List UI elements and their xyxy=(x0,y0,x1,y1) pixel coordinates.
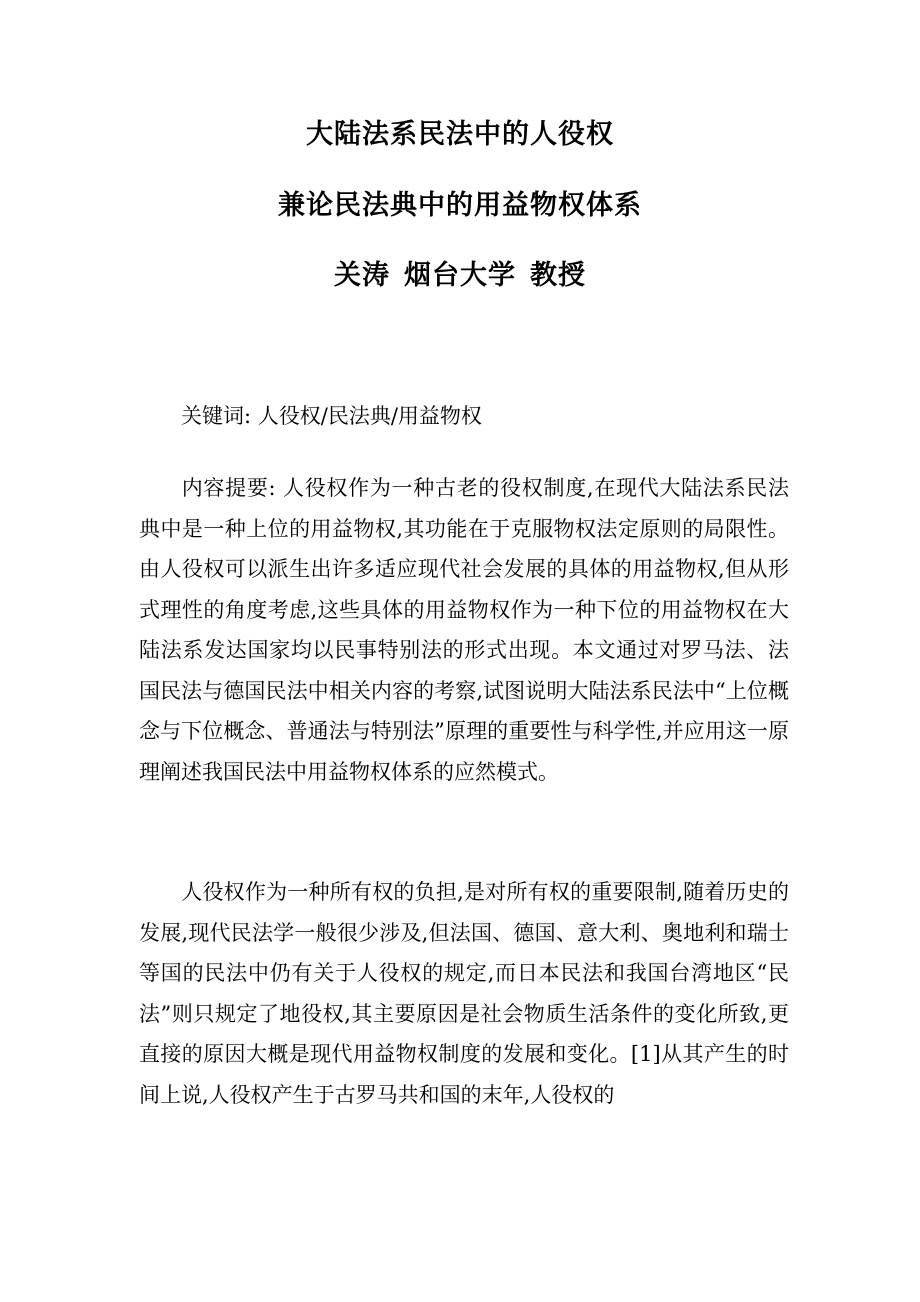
author-name: 关涛 xyxy=(334,260,390,291)
author-position: 教授 xyxy=(530,260,586,291)
keywords-paragraph xyxy=(139,396,789,437)
title-line-2: 兼论民法典中的用益物权体系 xyxy=(278,190,642,221)
body-paragraph-text: 人役权作为一种所有权的负担,是对所有权的重要限制,随着历史的发展,现代民法学一般很少涉及,但法国、德国、意大利、奥地利和瑞士等国的民法中仍有关于人役权的规定,而日本民法和我国台湾地区“民法”则只规定了地役权,其主要原因是社会物质生活条件的变化所致,更直接的原因大概是现代用益物权制度的发展和变化。[1]从其产生的时间上说,人役权产生于古罗马共和国的末年,人役权的 xyxy=(139,880,789,1107)
keywords-label: 关键词: xyxy=(181,404,252,428)
abstract-paragraph xyxy=(139,468,789,792)
abstract-text: 人役权作为一种古老的役权制度,在现代大陆法系民法典中是一种上位的用益物权,其功能在于克服物权法定原则的局限性。由人役权可以派生出许多适应现代社会发展的具体的用益物权,但从形式理性的角度考虑,这些具体的用益物权作为一种下位的用益物权在大陆法系发达国家均以民事特别法的形式出现。本文通过对罗马法、法国民法与德国民法中相关内容的考察,试图说明大陆法系民法中“上位概念与下位概念、普通法与特别法”原理的重要性与科学性,并应用这一原理阐述我国民法中用益物权体系的应然模式。 xyxy=(139,476,789,784)
title-line-1: 大陆法系民法中的人役权 xyxy=(306,119,614,150)
keywords-value: 人役权/民法典/用益物权 xyxy=(257,404,482,428)
body-paragraph xyxy=(139,872,789,1115)
author-line xyxy=(0,259,920,293)
abstract-label: 内容提要: xyxy=(181,476,276,500)
author-affiliation: 烟台大学 xyxy=(404,260,516,291)
